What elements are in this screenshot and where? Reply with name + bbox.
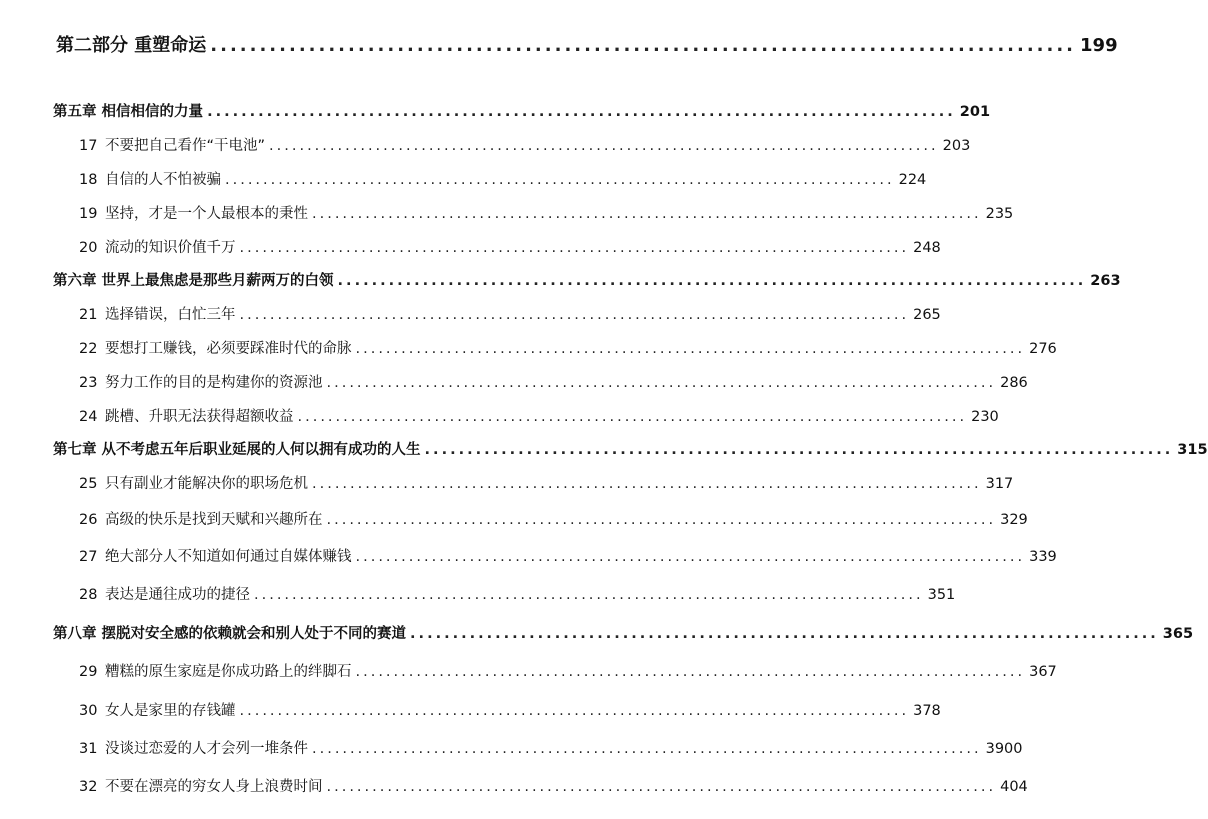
toc-part-entry[interactable] xyxy=(56,31,1118,57)
section-title: 跳槽、升职无法获得超额收益 xyxy=(105,409,294,425)
dot-leader: ........................................................................................ xyxy=(312,206,982,222)
section-number: 28 xyxy=(79,587,98,603)
toc-chapter-entry[interactable] xyxy=(53,100,991,121)
section-number: 19 xyxy=(79,206,98,222)
dot-leader: ........................................................................................ xyxy=(326,512,997,528)
toc-chapter-entry[interactable] xyxy=(53,438,1208,459)
section-title: 只有副业才能解决你的职场危机 xyxy=(105,476,308,492)
toc-section-entry[interactable] xyxy=(79,168,927,189)
toc-section-entry[interactable] xyxy=(79,405,999,426)
section-title: 不要把自己看作“干电池” xyxy=(105,138,266,154)
section-title: 高级的快乐是找到天赋和兴趣所在 xyxy=(105,512,323,528)
toc-chapter-entry[interactable] xyxy=(53,269,1121,290)
chapter-title: 第六章 世界上最焦虑是那些月薪两万的白领 xyxy=(53,273,334,289)
page-number: 201 xyxy=(959,104,991,120)
section-title: 糟糕的原生家庭是你成功路上的绊脚石 xyxy=(105,664,352,680)
toc-section-entry[interactable] xyxy=(79,337,1057,358)
toc-chapter-entry[interactable] xyxy=(53,622,1194,643)
page-number: 230 xyxy=(971,409,999,425)
toc-section-entry[interactable] xyxy=(79,775,1028,796)
page-number: 317 xyxy=(985,476,1014,492)
chapter-title: 第五章 相信相信的力量 xyxy=(53,104,204,120)
chapter-title: 第八章 摆脱对安全感的依赖就会和别人处于不同的赛道 xyxy=(53,626,407,642)
dot-leader: ........................................................................................ xyxy=(207,104,956,120)
page-number: 248 xyxy=(913,240,941,256)
section-number: 21 xyxy=(79,307,98,323)
dot-leader: ........................................................................................ xyxy=(239,240,910,256)
section-title: 流动的知识价值千万 xyxy=(105,240,236,256)
dot-leader: ........................................................................................ xyxy=(326,779,997,795)
page-number: 265 xyxy=(913,307,941,323)
part-title: 第二部分 重塑命运 xyxy=(56,35,207,56)
page-number: 404 xyxy=(1000,779,1028,795)
section-title: 表达是通往成功的捷径 xyxy=(105,587,250,603)
page-number: 367 xyxy=(1029,664,1057,680)
toc-section-entry[interactable] xyxy=(79,699,941,720)
page-number: 339 xyxy=(1029,549,1057,565)
section-title: 选择错误，白忙三年 xyxy=(105,307,236,323)
section-title: 要想打工赚钱，必须要踩准时代的命脉 xyxy=(105,341,352,357)
page-number: 224 xyxy=(898,172,927,188)
section-number: 23 xyxy=(79,375,98,391)
section-title: 没谈过恋爱的人才会列一堆条件 xyxy=(105,741,308,757)
toc-section-entry[interactable] xyxy=(79,545,1057,566)
dot-leader: ........................................................................................ xyxy=(355,664,1026,680)
section-title: 绝大部分人不知道如何通过自媒体赚钱 xyxy=(105,549,352,565)
page-number: 203 xyxy=(942,138,971,154)
page-number: 199 xyxy=(1080,35,1118,56)
dot-leader: ........................................................................................ xyxy=(297,409,968,425)
section-title: 坚持，才是一个人最根本的秉性 xyxy=(105,206,308,222)
dot-leader: ........................................................................................ xyxy=(269,138,939,154)
section-number: 32 xyxy=(79,779,98,795)
page-number: 276 xyxy=(1029,341,1057,357)
section-number: 25 xyxy=(79,476,98,492)
dot-leader: ........................................................................................ xyxy=(424,442,1174,458)
toc-section-entry[interactable] xyxy=(79,583,956,604)
toc-section-entry[interactable] xyxy=(79,371,1028,392)
toc-section-entry[interactable] xyxy=(79,202,1014,223)
toc-section-entry[interactable] xyxy=(79,660,1057,681)
toc-section-entry[interactable] xyxy=(79,134,971,155)
section-number: 26 xyxy=(79,512,98,528)
toc-section-entry[interactable] xyxy=(79,236,941,257)
dot-leader: ........................................................................................ xyxy=(239,703,910,719)
page-number: 378 xyxy=(913,703,941,719)
dot-leader: ........................................................................................ xyxy=(210,35,1077,56)
section-number: 30 xyxy=(79,703,98,719)
dot-leader: ........................................................................................ xyxy=(355,549,1026,565)
dot-leader: ........................................................................................ xyxy=(326,375,997,391)
section-title: 不要在漂亮的穷女人身上浪费时间 xyxy=(105,779,323,795)
page-number: 263 xyxy=(1090,273,1121,289)
toc-section-entry[interactable] xyxy=(79,737,1023,758)
dot-leader: ........................................................................................ xyxy=(337,273,1087,289)
toc-section-entry[interactable] xyxy=(79,303,941,324)
page-number: 329 xyxy=(1000,512,1028,528)
chapter-title: 第七章 从不考虑五年后职业延展的人何以拥有成功的人生 xyxy=(53,442,421,458)
page-number: 365 xyxy=(1162,626,1194,642)
section-title: 努力工作的目的是构建你的资源池 xyxy=(105,375,323,391)
toc-section-entry[interactable] xyxy=(79,508,1028,529)
page-number: 351 xyxy=(927,587,956,603)
dot-leader: ........................................................................................ xyxy=(312,741,982,757)
page-number: 286 xyxy=(1000,375,1028,391)
section-number: 22 xyxy=(79,341,98,357)
page-number: 235 xyxy=(985,206,1014,222)
section-number: 29 xyxy=(79,664,98,680)
section-number: 24 xyxy=(79,409,98,425)
section-title: 自信的人不怕被骗 xyxy=(105,172,221,188)
dot-leader: ........................................................................................ xyxy=(239,307,910,323)
dot-leader: ........................................................................................ xyxy=(355,341,1026,357)
section-number: 27 xyxy=(79,549,98,565)
toc-section-entry[interactable] xyxy=(79,472,1014,493)
section-number: 31 xyxy=(79,741,98,757)
dot-leader: ........................................................................................ xyxy=(410,626,1159,642)
page-number: 3900 xyxy=(985,741,1023,757)
dot-leader: ........................................................................................ xyxy=(225,172,895,188)
dot-leader: ........................................................................................ xyxy=(254,587,924,603)
section-number: 17 xyxy=(79,138,98,154)
section-number: 18 xyxy=(79,172,98,188)
section-number: 20 xyxy=(79,240,98,256)
page-number: 315 xyxy=(1177,442,1208,458)
section-title: 女人是家里的存钱罐 xyxy=(105,703,236,719)
dot-leader: ........................................................................................ xyxy=(312,476,982,492)
